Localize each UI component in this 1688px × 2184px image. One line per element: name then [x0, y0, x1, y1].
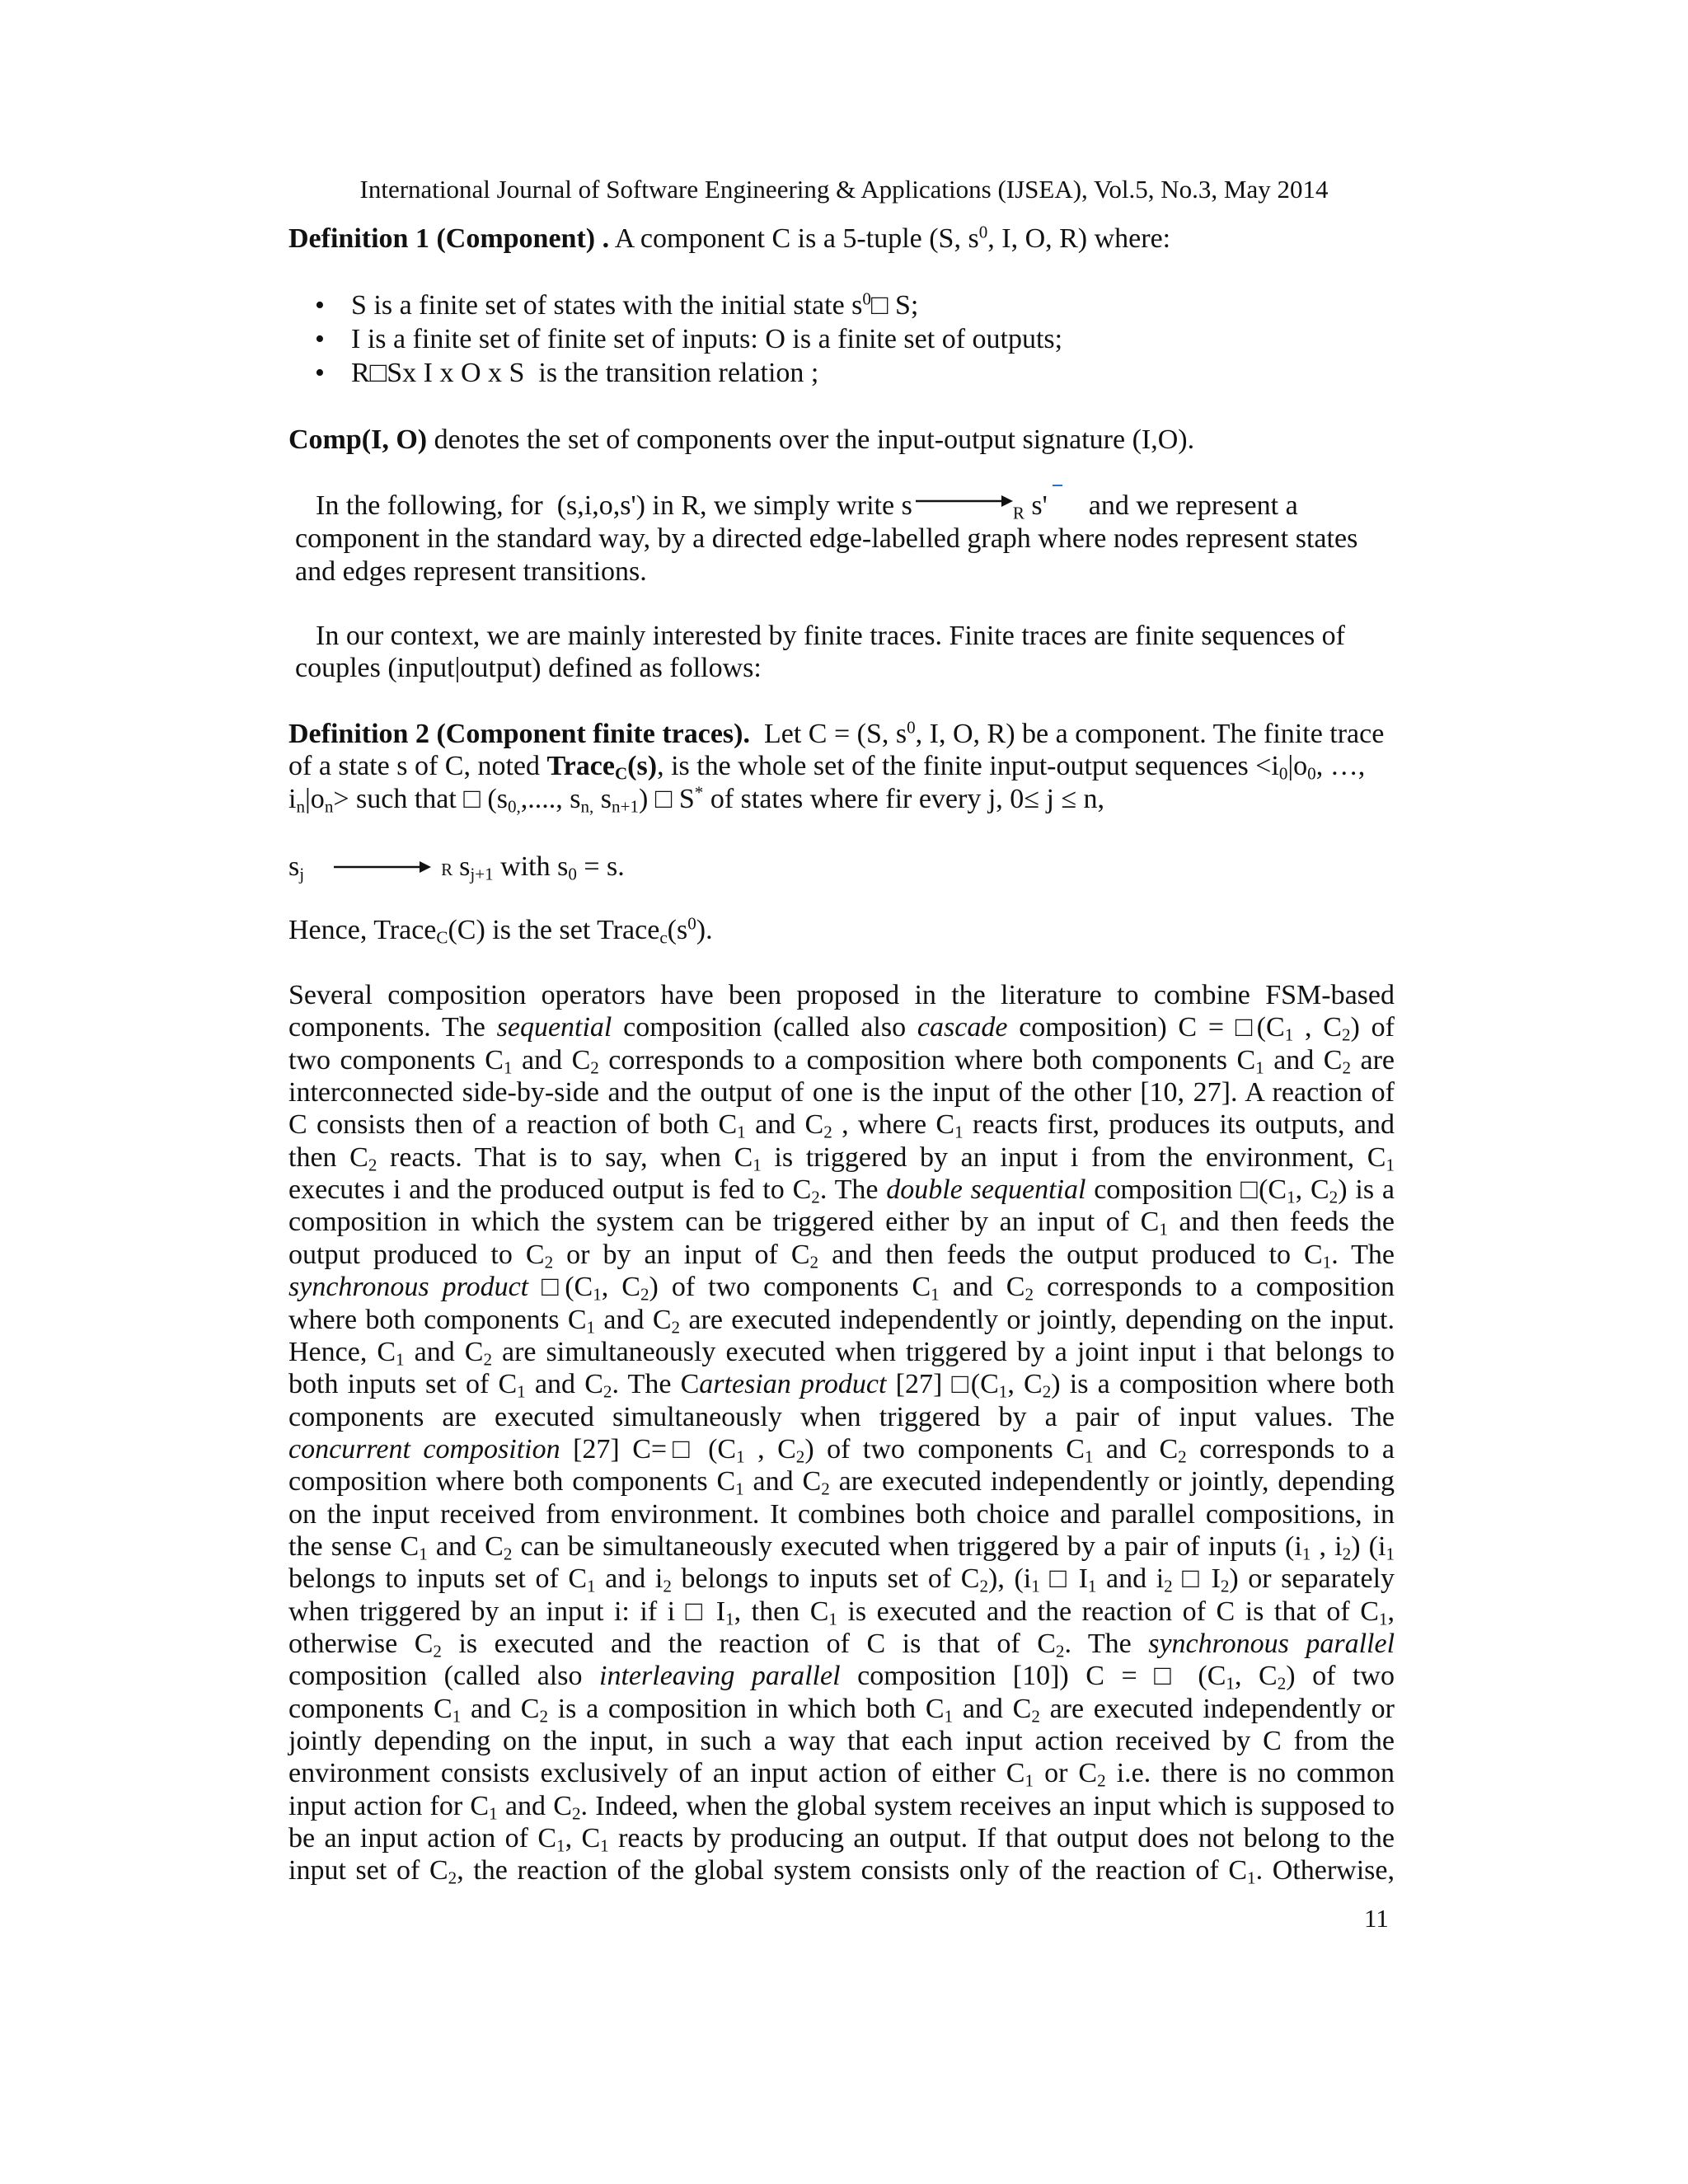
subscript: n, [580, 796, 594, 817]
definition-2-text: , I, O, R) be a component. The finite trace [915, 719, 1385, 749]
transition-arrow-icon [916, 493, 1013, 509]
paragraph-line: be an input action of $C_1$, $C_1$ reacts by producing an output. If that output does not belong to the [288, 1823, 1395, 1856]
definition-1-text: A component C is a 5-tuple (S, s [609, 223, 979, 254]
paragraph-line: interconnected side-by-side and the output of one is the input of the other [10, 27]. A reaction of [288, 1077, 1395, 1108]
subscript: j [299, 864, 305, 884]
paragraph-text: In the following, for (s,i,o,s') in R, we simply write s [316, 490, 912, 521]
formula-text: s [459, 851, 471, 882]
paragraph-text: and we represent a [1088, 490, 1298, 521]
paragraph-line: components are executed simultaneously when triggered by a pair of input values. The [288, 1401, 1395, 1432]
paragraph-text: (s [667, 915, 688, 945]
paragraph-line: both inputs set of $C_1$ and $C_2$. The Cartesian product [27] $□(C_1$, $C_2$) is a composition where both [288, 1369, 1395, 1402]
paragraph-line: concurrent composition [27] C=□ ($C_1$ , $C_2$) of two components $C_1$ and $C_2$ corresponds to a [288, 1433, 1395, 1467]
subscript: C [614, 763, 628, 784]
context-line-1: In our context, we are mainly interested by finite traces. Finite traces are finite sequences of [316, 621, 1346, 651]
transition-arrow-icon [334, 859, 433, 875]
following-line-2: component in the standard way, by a directed edge-labelled graph where nodes represent states [295, 523, 1358, 554]
superscript: 0 [978, 222, 988, 242]
paragraph-line: otherwise $C_2$ is executed and the reaction of C is that of $C_2$. The synchronous parallel [288, 1629, 1395, 1661]
subscript: 0 [1278, 763, 1288, 784]
paragraph-line: the sense $C_1$ and $C_2$ can be simultaneously executed when triggered by a pair of inputs ($i_1$ , $i_2$) ($i_1$ [288, 1530, 1395, 1564]
formula-text: s [288, 851, 300, 882]
paragraph-line: on the input received from environment. It combines both choice and parallel compositions, in [288, 1498, 1395, 1530]
paragraph-line: jointly depending on the input, in such a way that each input action received by C from the [288, 1726, 1395, 1757]
journal-header: International Journal of Software Engineering & Applications (IJSEA), Vol.5, No.3, May 2014 [359, 175, 1329, 204]
paragraph-line: components $C_1$ and $C_2$ is a composition in which both $C_1$ and $C_2$ are executed independently or [288, 1693, 1395, 1726]
definition-2-text: ,...., s [520, 784, 581, 814]
paragraph-line: belongs to inputs set of $C_1$ and $i_2$ belongs to inputs set of $C_2$), ($i_1$ □ $I_1$ and $i_2$ □ $I_2$) or separately [288, 1563, 1395, 1596]
subscript: R [1012, 503, 1025, 523]
paragraph-line: executes i and the produced output is fed to $C_2$. The double sequential composition $□(C_1$, $C_2$) is a [288, 1174, 1395, 1207]
trace-term: (s) [627, 751, 658, 781]
following-line-1 [316, 490, 1298, 523]
paragraph-line: composition where both components $C_1$ and $C_2$ are executed independently or jointly, depending [288, 1466, 1395, 1499]
definition-2-line-1 [288, 718, 1384, 751]
subscript: n [324, 796, 334, 817]
bullet-text: I is a finite set of finite set of inputs: O is a finite set of outputs; [351, 324, 1063, 354]
hence-line [288, 914, 713, 947]
definition-1-bullet-list [351, 288, 1062, 390]
definition-2-text: of states where fir every j, 0≤ j ≤ n, [703, 784, 1105, 814]
paragraph-line: components. The sequential composition (called also cascade composition) $C = □(C_1$ , $C_2$) of [288, 1012, 1395, 1045]
comp-text: denotes the set of components over the input-output signature (I,O). [427, 424, 1195, 455]
paragraph-text: s' [1024, 490, 1048, 521]
definition-2-line-3 [288, 783, 1104, 816]
blue-mark-icon [1048, 506, 1071, 514]
subscript: n+1 [612, 796, 639, 817]
subscript: n [296, 796, 305, 817]
paragraph-line: where both components $C_1$ and $C_2$ are executed independently or jointly, depending on the input. [288, 1304, 1395, 1337]
relation-label: R [441, 860, 453, 879]
formula-text: with s [493, 851, 569, 882]
subscript: c [659, 927, 668, 948]
comp-title: Comp(I, O) [288, 424, 428, 455]
bullet-item [351, 322, 1062, 356]
definition-2-title: Definition 2 (Component finite traces). [288, 719, 750, 749]
bullet-item [351, 356, 1062, 390]
definition-2-text: Let C = (S, s [749, 719, 907, 749]
superscript: * [694, 782, 704, 803]
paragraph-text: Hence, Trace [288, 915, 437, 945]
paragraph-text: ). [696, 915, 713, 945]
subscript: 0, [507, 796, 521, 817]
paragraph-text: (C) is the set Trace [448, 915, 660, 945]
paragraph-line: composition in which the system can be triggered either by an input of $C_1$ and then feeds the [288, 1207, 1395, 1240]
definition-1-title: Definition 1 (Component) . [288, 223, 610, 254]
superscript: 0 [862, 288, 871, 309]
subscript: 0 [568, 864, 577, 884]
bullet-item [351, 288, 1062, 322]
context-line-2: couples (input|output) defined as follows: [295, 653, 762, 683]
definition-1 [288, 223, 1170, 255]
page-number: 11 [1364, 1904, 1389, 1933]
comp-definition [288, 424, 1194, 457]
bullet-text: R□Sx I x O x S is the transition relation ; [351, 358, 819, 388]
bullet-text: S is a finite set of states with the initial state s [351, 290, 863, 321]
definition-2-text: ) □ S [639, 784, 695, 814]
paragraph-line: environment consists exclusively of an input action of either $C_1$ or $C_2$ i.e. there is no common [288, 1758, 1395, 1791]
superscript: 0 [907, 717, 916, 738]
definition-2-text: |o [305, 784, 325, 814]
paragraph-line: then $C_2$ reacts. That is to say, when $C_1$ is triggered by an input i from the environment, $C_1$ [288, 1141, 1395, 1175]
paragraph-line: Hence, $C_1$ and $C_2$ are simultaneously executed when triggered by a joint input i that belongs to [288, 1336, 1395, 1370]
definition-2-text: , is the whole set of the finite input-output sequences <i [657, 751, 1279, 781]
definition-2-text: i [288, 784, 297, 814]
following-line-3: and edges represent transitions. [295, 556, 647, 587]
paragraph-line: composition (called also interleaving parallel composition [10]) C = □ ($C_1$, $C_2$) of two [288, 1661, 1395, 1694]
definition-2-text: s [593, 784, 612, 814]
paragraph-line: input set of $C_2$, the reaction of the global system consists only of the reaction of $C_1$. Otherwise, [288, 1855, 1395, 1888]
formula-text: = s. [576, 851, 625, 882]
paragraph-line: when triggered by an input i: if i □ $I_1$, then $C_1$ is executed and the reaction of C is that of $C_1$, [288, 1596, 1395, 1629]
definition-1-text: , I, O, R) where: [987, 223, 1171, 254]
definition-2-text: of a state s of C, noted [288, 751, 547, 781]
transition-formula [288, 851, 625, 886]
paragraph-line: input action for $C_1$ and $C_2$. Indeed, when the global system receives an input which is supposed to [288, 1790, 1395, 1824]
trace-term: Trace [546, 751, 615, 781]
superscript: 0 [687, 913, 696, 934]
bullet-text: □ S; [870, 290, 919, 321]
paragraph-line: Several composition operators have been proposed in the literature to combine FSM-based [288, 980, 1395, 1010]
definition-2-text: , …, [1315, 751, 1366, 781]
definition-2-text: |o [1287, 751, 1308, 781]
definition-2-text: > such that □ (s [333, 784, 508, 814]
subscript: 0 [1307, 763, 1316, 784]
paragraph-line: two components $C_1$ and $C_2$ corresponds to a composition where both components $C_1$ and $C_2$ are [288, 1044, 1395, 1077]
paragraph-line: C consists then of a reaction of both $C_1$ and $C_2$ , where $C_1$ reacts first, produces its outputs, and [288, 1109, 1395, 1142]
paragraph-line: synchronous product $□(C_1$, $C_2$) of two components $C_1$ and $C_2$ corresponds to a composition [288, 1272, 1395, 1305]
definition-2-line-2 [288, 750, 1365, 783]
subscript: C [436, 927, 448, 948]
paragraph-line: output produced to $C_2$ or by an input of $C_2$ and then feeds the output produced to $C_1$. The [288, 1239, 1395, 1272]
subscript: j+1 [470, 864, 494, 884]
